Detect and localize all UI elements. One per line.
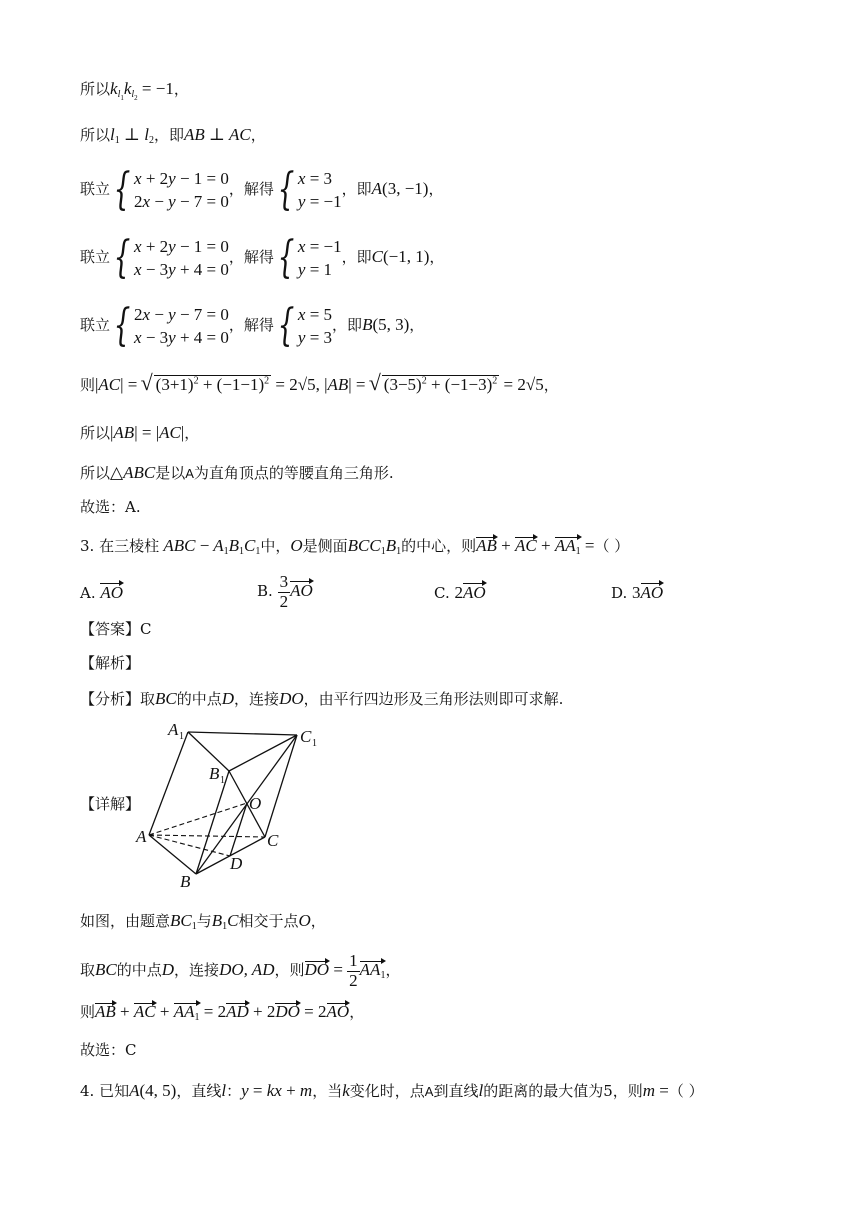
text: ，解得 [228, 248, 274, 266]
text: ， [250, 126, 266, 144]
text: 故选：C [80, 1041, 137, 1059]
label-a: A [136, 827, 147, 846]
edge-cc1 [265, 735, 297, 837]
text: 是侧面 [302, 537, 348, 555]
text: 【分析】取 [80, 690, 156, 708]
text: 中， [260, 537, 291, 555]
text: 所以 [80, 424, 111, 442]
line-perpendicular: 所以$l_1$ ⊥ $l_2$，即AB ⊥ AC， [80, 125, 266, 146]
text: 所以 [80, 80, 111, 98]
text: ， [429, 248, 445, 266]
question-4: 4. 已知A(4, 5)，直线l：y = kx + m，当k变化时，点A到直线l的距离的最大值为5，则m =（ ） [80, 1081, 704, 1100]
text: ，即 [341, 248, 372, 266]
text: ， [173, 80, 189, 98]
text: ，解得 [228, 180, 274, 198]
line-system-3: 联立 { 2x − y − 7 = 0 x − 3y + 4 = 0 ，解得 { x = 5 y = 3 ，即B(5, 3)， [80, 300, 425, 351]
text: ，则 [612, 1082, 643, 1100]
label-c1-sub: 1 [312, 738, 317, 749]
text: （ ） [668, 1082, 704, 1100]
edge-a1c1 [188, 732, 297, 735]
text: 的中点 [176, 690, 222, 708]
label-c1: C [300, 727, 312, 746]
edge-aa1 [149, 732, 188, 835]
option-d: D. 3AO [611, 583, 664, 602]
text: ，由平行四边形及三角形法则即可求解. [303, 690, 564, 708]
option-b: B. $\frac{3}{2}$ AO [257, 572, 313, 611]
line-conclusion: 所以△ABC是以A为直角顶点的等腰直角三角形. [80, 463, 394, 482]
label-a1-sub: 1 [179, 731, 184, 742]
text: A [424, 1084, 434, 1099]
line-choose-a [80, 500, 141, 515]
prism-figure [130, 715, 330, 895]
text: 联立 [80, 316, 111, 334]
text: 变化时，点 [349, 1082, 425, 1100]
text: 所以 [80, 464, 111, 482]
line-vector-sum: 则AB + AC + $AA_1 = 2AD + 2DO = 2AO$， [80, 1002, 365, 1023]
text: 如图，由题意 [80, 912, 171, 930]
text: ， [385, 961, 401, 980]
option-label: B. [257, 582, 273, 601]
text: A [185, 466, 194, 481]
text: 则 [80, 1003, 96, 1021]
text: 取 [80, 961, 96, 980]
text: 到直线 [433, 1082, 479, 1100]
text: 是以 [155, 464, 186, 482]
text: 的中心，则 [401, 537, 477, 555]
text: ，直线 [176, 1082, 222, 1100]
line-system-1: 联立 { x + 2y − 1 = 0 2x − y − 7 = 0 ，解得 { x = 3 y = −1 ，即A(3, −1)， [80, 164, 444, 215]
text: ， [428, 180, 444, 198]
text: 则 [80, 376, 96, 394]
text: 相交于点 [238, 912, 299, 930]
question-number: 3. 在三棱柱 [80, 537, 160, 555]
line-equal-sides: 所以|AB| = |AC|， [80, 423, 200, 442]
text: l [478, 1081, 484, 1100]
text: ， [184, 424, 200, 442]
option-label: A. [80, 584, 96, 602]
text: ，则 [274, 961, 305, 980]
text: 与 [196, 912, 212, 930]
label-b: B [180, 872, 191, 891]
text: 为直角顶点的等腰直角三角形. [193, 464, 394, 482]
line-slope-product: 所以$k_{l_1}k_{l_2} = -1$， [80, 79, 189, 102]
text: ，当 [312, 1082, 343, 1100]
text: ， [310, 912, 326, 930]
text: ， [409, 316, 425, 334]
text: 故选：A. [80, 498, 141, 516]
text: ，即 [153, 126, 184, 144]
line-choose-c [80, 1043, 136, 1058]
text: 联立 [80, 180, 111, 198]
option-label: C. [434, 584, 450, 602]
label-b1: B [209, 764, 220, 783]
detail-header: 【详解】 [80, 795, 141, 813]
analysis-header [80, 656, 140, 671]
answer: 【答案】C [80, 620, 152, 638]
line-lengths: 则|AC| = √ $(3+1)^2 + (-1-1)^2 = 2√5$, |AB| = √ $(3-5)^2 + (-1-3)^2 = 2√5$， [80, 375, 559, 393]
label-o: O [249, 794, 262, 813]
line-intersection: 如图，由题意$BC_1$与$B_1C$相交于点O， [80, 911, 326, 932]
text: ，即 [332, 316, 363, 334]
text: 所以 [80, 126, 111, 144]
text: ，连接 [174, 961, 220, 980]
option-a: A. AO [80, 583, 124, 602]
text: ，即 [341, 180, 372, 198]
option-label: D. [611, 584, 628, 602]
text: 的中点 [116, 961, 162, 980]
text: 的距离的最大值为 [483, 1082, 604, 1100]
text: ，连接 [234, 690, 280, 708]
question-number: 4. 已知 [80, 1082, 130, 1100]
text: （ ） [594, 537, 630, 555]
text: ， [349, 1003, 365, 1021]
question-3: 3. 在三棱柱 ABC − $A_1B_1C_1$中，O是侧面$BCC_1B_1$的中心，则AB + AC + $AA_1$ =（ ） [80, 536, 630, 557]
line-system-2: 联立 { x + 2y − 1 = 0 x − 3y + 4 = 0 ，解得 { x = −1 y = 1 ，即C(−1, 1)， [80, 232, 445, 283]
analysis-label: 【解析】 [80, 654, 141, 672]
label-a1: A [168, 720, 179, 739]
answer-line [80, 622, 151, 637]
option-c: C. 2AO [434, 583, 486, 602]
label-b1-sub: 1 [220, 775, 225, 786]
hidden-edge-ac [149, 835, 265, 837]
hidden-segment-ao [149, 803, 247, 835]
analysis-line: 【分析】取BC的中点D，连接DO，由平行四边形及三角形法则即可求解. [80, 689, 564, 708]
text: 5 [603, 1082, 613, 1100]
text: ，解得 [228, 316, 274, 334]
text: ： [226, 1082, 242, 1100]
label-d: D [230, 854, 243, 873]
text: 联立 [80, 248, 111, 266]
line-midpoint: 取BC的中点D，连接DO, AD，则DO = $\frac{1}{2}$ $AA_1$， [80, 951, 401, 990]
label-c: C [267, 831, 279, 850]
text: ， [543, 376, 559, 394]
